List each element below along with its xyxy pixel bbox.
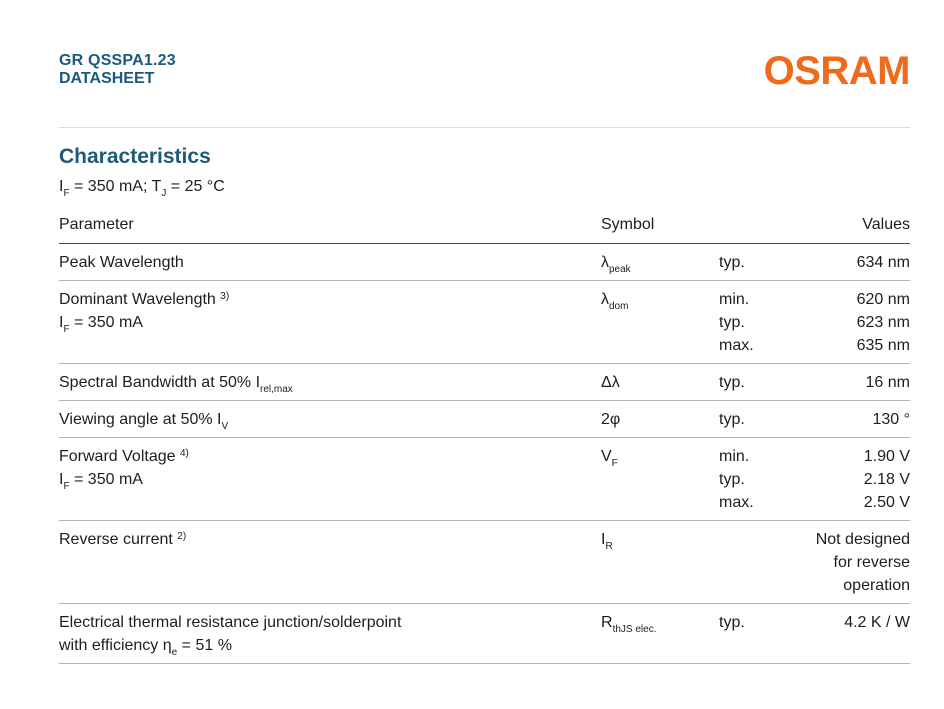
type-cell: typ.	[719, 604, 799, 664]
parameter-cell: Reverse current $^{2)}$	[59, 521, 601, 604]
type-cell: typ.	[719, 401, 799, 438]
type-cell: typ.	[719, 364, 799, 401]
table-row	[59, 521, 910, 604]
parameter-cell: Electrical thermal resistance junction/solderpoint with efficiency $\eta_e = 51$ %	[59, 604, 601, 664]
value-cell: Not designed for reverse operation	[799, 521, 910, 604]
table-row	[59, 364, 910, 401]
symbol-cell: $V_F$	[601, 438, 719, 521]
value-cell: 16 nm	[799, 364, 910, 401]
table-header-row	[59, 207, 910, 244]
brand-logo: OSRAM	[763, 49, 910, 93]
table-row	[59, 244, 910, 281]
type-cell: min. typ. max.	[719, 438, 799, 521]
table-row	[59, 401, 910, 438]
value-cell: 634 nm	[799, 244, 910, 281]
symbol-cell: 2φ	[601, 401, 719, 438]
datasheet-header	[59, 52, 176, 88]
parameter-cell: Viewing angle at 50% $I_V$	[59, 401, 601, 438]
header-divider	[59, 127, 910, 128]
symbol-cell: Δλ	[601, 364, 719, 401]
value-cell: 620 nm 623 nm 635 nm	[799, 281, 910, 364]
table-row	[59, 281, 910, 364]
section-title: Characteristics	[59, 145, 211, 168]
parameter-cell: Peak Wavelength	[59, 244, 601, 281]
parameter-cell: Spectral Bandwidth at 50% $I_{rel,max}$	[59, 364, 601, 401]
parameter-cell: Dominant Wavelength $^{3)}$ $I_F = 350$ mA	[59, 281, 601, 364]
symbol-cell: $\lambda_{dom}$	[601, 281, 719, 364]
column-header-parameter: Parameter	[59, 207, 601, 244]
symbol-cell: $I_R$	[601, 521, 719, 604]
symbol-cell: $R_{thJS elec.}$	[601, 604, 719, 664]
table-row	[59, 438, 910, 521]
product-name: GR QSSPA1.23	[59, 52, 176, 69]
table-row	[59, 604, 910, 664]
type-cell	[719, 521, 799, 604]
column-header-type	[719, 207, 799, 244]
characteristics-table	[59, 207, 910, 664]
type-cell: min. typ. max.	[719, 281, 799, 364]
parameter-cell: Forward Voltage $^{4)}$ $I_F = 350$ mA	[59, 438, 601, 521]
value-cell: 4.2 K / W	[799, 604, 910, 664]
value-cell: 130 °	[799, 401, 910, 438]
column-header-values: Values	[799, 207, 910, 244]
document-type: DATASHEET	[59, 70, 155, 87]
column-header-symbol: Symbol	[601, 207, 719, 244]
test-condition: $I_F = 350$ mA; $T_J = 25$ °C	[59, 178, 225, 199]
symbol-cell: $\lambda_{peak}$	[601, 244, 719, 281]
type-cell: typ.	[719, 244, 799, 281]
value-cell: 1.90 V 2.18 V 2.50 V	[799, 438, 910, 521]
